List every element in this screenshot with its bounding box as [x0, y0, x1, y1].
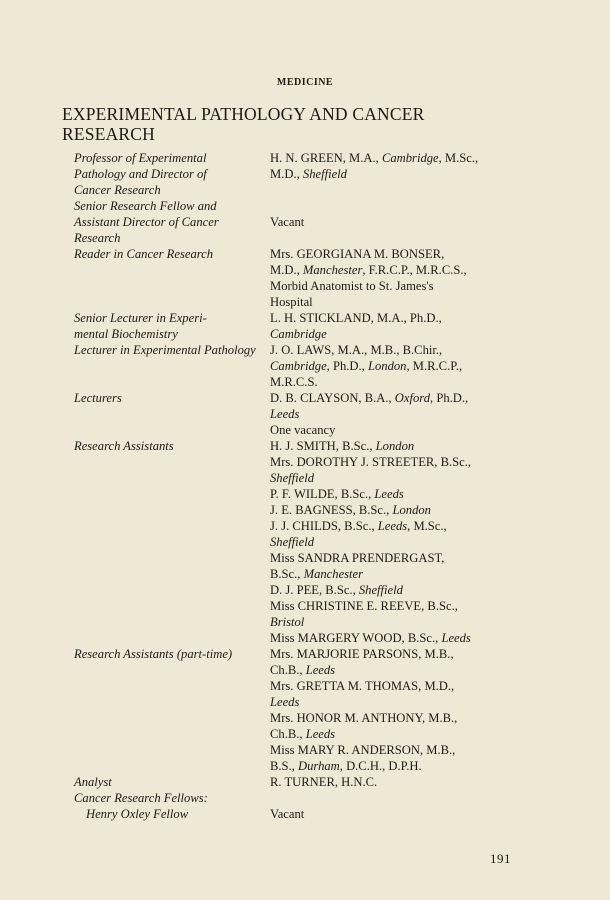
name-line: Ch.B., Leeds	[270, 727, 336, 741]
staff-entry	[74, 246, 514, 310]
name-line: Cambridge, Ph.D., London, M.R.C.P.,	[270, 359, 463, 373]
staff-entry	[74, 198, 514, 246]
role-line: Analyst	[74, 775, 112, 789]
name-line: Leeds	[270, 695, 300, 709]
name-line: Ch.B., Leeds	[270, 663, 336, 677]
role-line: Assistant Director of Cancer	[74, 215, 219, 229]
staff-list	[74, 150, 514, 822]
name-line: J. O. LAWS, M.A., M.B., B.Chir.,	[270, 343, 443, 357]
name-line: Mrs. GRETTA M. THOMAS, M.D.,	[270, 679, 455, 693]
name-line: Bristol	[270, 615, 305, 629]
staff-entry	[74, 150, 514, 198]
name-line: J. J. CHILDS, B.Sc., Leeds, M.Sc.,	[270, 519, 447, 533]
role-line: Pathology and Director of	[74, 167, 207, 181]
page-number: 191	[490, 851, 511, 866]
entry-names	[270, 774, 514, 806]
name-line	[270, 790, 514, 806]
name-line: H. J. SMITH, B.Sc., London	[270, 439, 415, 453]
name-line: Vacant	[270, 215, 305, 229]
section-heading	[62, 104, 532, 144]
entry-role	[74, 150, 270, 198]
entry-names	[270, 342, 514, 390]
staff-entry	[74, 342, 514, 390]
entry-role	[74, 198, 270, 246]
name-line: Mrs. DOROTHY J. STREETER, B.Sc.,	[270, 455, 472, 469]
name-line: H. N. GREEN, M.A., Cambridge, M.Sc.,	[270, 151, 479, 165]
heading-line-1: EXPERIMENTAL PATHOLOGY AND CANCER	[62, 104, 425, 124]
name-line: Hospital	[270, 295, 313, 309]
name-line: Miss SANDRA PRENDERGAST,	[270, 551, 445, 565]
entry-role	[74, 310, 270, 342]
heading-line-2: RESEARCH	[62, 124, 156, 144]
role-line: Research Assistants	[74, 439, 174, 453]
entry-role	[74, 246, 270, 310]
role-line: Cancer Research	[74, 183, 161, 197]
entry-names	[270, 438, 514, 646]
name-line: Mrs. MARJORIE PARSONS, M.B.,	[270, 647, 454, 661]
role-line: Senior Research Fellow and	[74, 199, 217, 213]
staff-entry	[74, 646, 514, 774]
staff-entry	[74, 310, 514, 342]
entry-role	[74, 342, 270, 390]
role-line: mental Biochemistry	[74, 327, 178, 341]
name-line: P. F. WILDE, B.Sc., Leeds	[270, 487, 404, 501]
name-line: J. E. BAGNESS, B.Sc., London	[270, 503, 431, 517]
name-line: M.D., Sheffield	[270, 167, 347, 181]
name-line: One vacancy	[270, 423, 336, 437]
entry-names	[270, 198, 514, 246]
name-line: M.R.C.S.	[270, 375, 318, 389]
name-line: Sheffield	[270, 471, 315, 485]
name-line: Vacant	[270, 807, 305, 821]
role-line: Lecturers	[74, 391, 122, 405]
entry-role	[74, 774, 270, 806]
name-line	[270, 198, 514, 214]
name-line: Morbid Anatomist to St. James's	[270, 279, 434, 293]
entry-names	[270, 150, 514, 198]
entry-role	[74, 438, 270, 646]
name-line: Sheffield	[270, 535, 315, 549]
role-line: Henry Oxley Fellow	[86, 807, 189, 821]
entry-names	[270, 646, 514, 774]
role-line: Lecturer in Experimental Pathology	[74, 343, 256, 357]
staff-entry	[74, 438, 514, 646]
role-line: Senior Lecturer in Experi-	[74, 311, 207, 325]
name-line: D. J. PEE, B.Sc., Sheffield	[270, 583, 403, 597]
name-line: B.Sc., Manchester	[270, 567, 364, 581]
role-line: Reader in Cancer Research	[74, 247, 214, 261]
name-line: Mrs. GEORGIANA M. BONSER,	[270, 247, 445, 261]
staff-entry	[74, 806, 514, 822]
entry-names	[270, 310, 514, 342]
name-line: B.S., Durham, D.C.H., D.P.H.	[270, 759, 422, 773]
name-line: Cambridge	[270, 327, 327, 341]
name-line: M.D., Manchester, F.R.C.P., M.R.C.S.,	[270, 263, 467, 277]
entry-role	[74, 806, 270, 822]
name-line: Miss MARGERY WOOD, B.Sc., Leeds	[270, 631, 471, 645]
entry-names	[270, 390, 514, 438]
staff-entry	[74, 390, 514, 438]
role-line: Cancer Research Fellows:	[74, 791, 208, 805]
staff-entry	[74, 774, 514, 806]
entry-names	[270, 806, 514, 822]
entry-names	[270, 246, 514, 310]
running-head: MEDICINE	[276, 77, 334, 88]
name-line: D. B. CLAYSON, B.A., Oxford, Ph.D.,	[270, 391, 469, 405]
name-line: L. H. STICKLAND, M.A., Ph.D.,	[270, 311, 442, 325]
entry-role	[74, 390, 270, 438]
role-line: Research	[74, 231, 121, 245]
name-line: Miss MARY R. ANDERSON, M.B.,	[270, 743, 456, 757]
role-line: Research Assistants (part-time)	[74, 647, 233, 661]
name-line: Mrs. HONOR M. ANTHONY, M.B.,	[270, 711, 458, 725]
name-line: Leeds	[270, 407, 300, 421]
role-line: Professor of Experimental	[74, 151, 207, 165]
name-line: Miss CHRISTINE E. REEVE, B.Sc.,	[270, 599, 458, 613]
name-line: R. TURNER, H.N.C.	[270, 775, 378, 789]
entry-role	[74, 646, 270, 774]
